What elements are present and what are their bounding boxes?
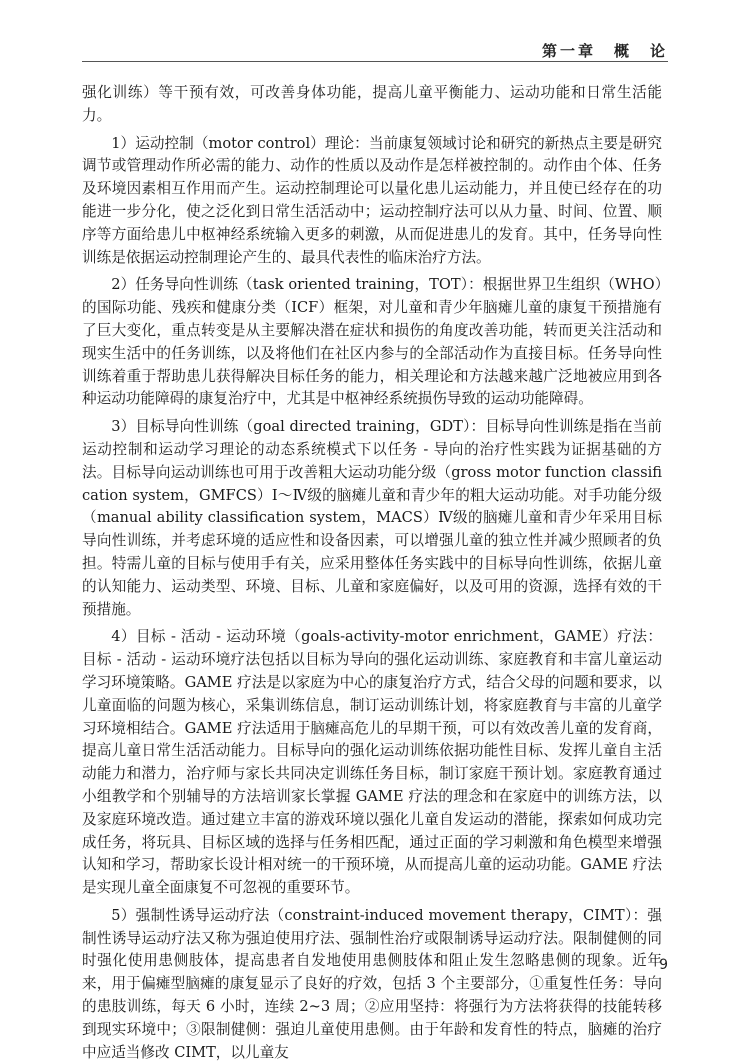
- paragraph-cimt: 5）强制性诱导运动疗法（constraint-induced movement therapy，CIMT）：强制性诱导运动疗法又称为强迫使用疗法、强制性治疗或限制诱导运动疗法。限制健侧的同时强化使用患侧肢体，提高患者自发地使用患侧肢体和阻止发生忽略患侧的现象。近年来，用于偏瘫型脑瘫的康复显示了良好的疗效，包括 3 个主要部分，①重复性任务：导向的患肢训练，每天 6 小时，连续 2~3 周；②应用坚持：将强行为方法将获得的技能转移到现实环境中；③限制健侧：强迫儿童使用患侧。由于年龄和发育性的特点，脑瘫的治疗中应适当修改 CIMT，以儿童友: [82, 906, 662, 1061]
- paragraph-game-therapy: 4）目标 - 活动 - 运动环境（goals-activity-motor enrichment，GAME）疗法：目标 - 活动 - 运动环境疗法包括以目标为导向的强化运动训练、家庭教育和丰富儿童运动学习环境策略。GAME 疗法是以家庭为中心的康复治疗方式，结合父母的问题和要求，以儿童面临的问题为核心，采集训练信息，制订运动训练计划，将家庭教育与丰富的儿童学习环境相结合。GAME 疗法适用于脑瘫高危儿的早期干预，可以有效改善儿童的发育商，提高儿童日常生活活动能力。目标导向的强化运动训练依据功能性目标、发挥儿童自主活动能力和潜力，治疗师与家长共同决定训练任务目标，制订家庭干预计划。家庭教育通过小组教学和个别辅导的方法培训家长掌握 GAME 疗法的理念和在家庭中的训练方法，以及家庭环境改造。通过建立丰富的游戏环境以强化儿童自发运动的潜能，探索如何成功完成任务，将玩具、目标区域的选择与任务相匹配，通过正面的学习刺激和角色模型来增强认知和学习，帮助家长设计相对统一的干预环境，从而提高儿童的运动功能。GAME 疗法是实现儿童全面康复不可忽视的重要环节。: [82, 628, 662, 897]
- page-header: [0, 0, 730, 62]
- body-text: [82, 82, 662, 1064]
- paragraph-task-oriented-training: 2）任务导向性训练（task oriented training，TOT）：根据世界卫生组织（WHO）的国际功能、残疾和健康分类（ICF）框架，对儿童和青少年脑瘫儿童的康复干预措施有了巨大变化，重点转变是从主要解决潜在症状和损伤的角度改善功能，转而更关注活动和现实生活中的任务训练，以及将他们在社区内参与的全部活动作为直接目标。任务导向性训练着重于帮助患儿获得解决目标任务的能力，相关理论和方法越来越广泛地被应用到各种运动功能障碍的康复治疗中，尤其是中枢神经系统损伤导致的运动功能障碍。: [82, 276, 662, 408]
- paragraph-continuation: 强化训练）等干预有效，可改善身体功能，提高儿童平衡能力、运动功能和日常生活能力。: [82, 84, 662, 124]
- paragraph-motor-control: 1）运动控制（motor control）理论：当前康复领域讨论和研究的新热点主要是研究调节或管理动作所必需的能力、动作的性质以及动作是怎样被控制的。动作由个体、任务及环境因素相互作用而产生。运动控制理论可以量化患儿运动能力，并且使已经存在的功能进一步分化，使之泛化到日常生活活动中；运动控制疗法可以从力量、时间、位置、顺序等方面给患儿中枢神经系统输入更多的刺激，从而促进患儿的发育。其中，任务导向性训练是依据运动控制理论产生的、最具代表性的临床治疗方法。: [82, 134, 662, 266]
- paragraph-goal-directed-training: 3）目标导向性训练（goal directed training，GDT）：目标导向性训练是指在当前运动控制和运动学习理论的动态系统模式下以任务 - 导向的治疗性实践为证据基础的方法。目标导向运动训练也可用于改善粗大运动功能分级（gross motor function classification system，GMFCS）Ⅰ～Ⅳ级的脑瘫儿童和青少年的粗大运动功能。对手功能分级（manual ability classification system，MACS）Ⅳ级的脑瘫儿童和青少年采用目标导向性训练，并考虑环境的适应性和设备因素，可以增强儿童的独立性并减少照顾者的负担。特需儿童的目标与使用手有关，应采用整体任务实践中的目标导向性训练，依据儿童的认知能力、运动类型、环境、目标、儿童和家庭偏好，以及可用的资源，选择有效的干预措施。: [82, 418, 662, 618]
- page-number: 9: [659, 957, 668, 973]
- chapter-title: 第一章 概 论: [541, 42, 668, 60]
- header-rule: [82, 61, 668, 62]
